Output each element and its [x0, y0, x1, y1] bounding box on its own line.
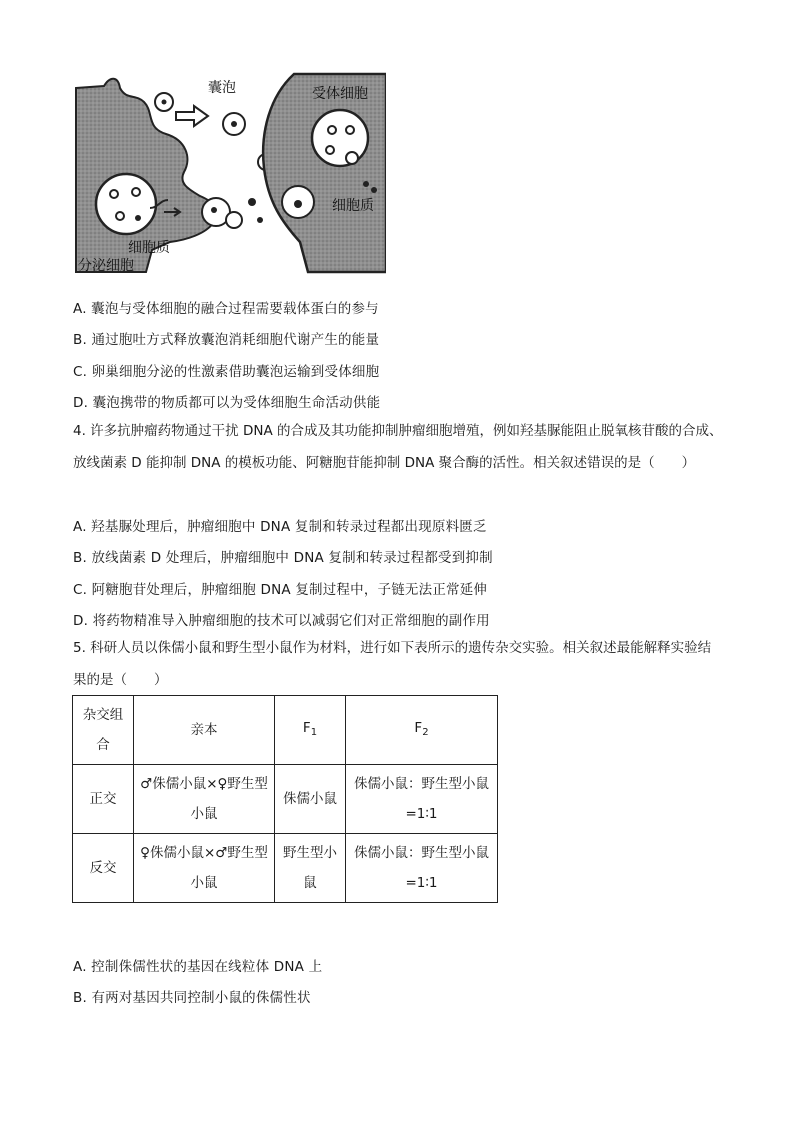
cell-f2: 侏儒小鼠：野生型小鼠=1∶1 — [346, 834, 498, 903]
q3-option-a: A. 囊泡与受体细胞的融合过程需要载体蛋白的参与 — [73, 301, 379, 317]
label-receptor-cell: 受体细胞 — [312, 86, 368, 102]
label-secretory-cell: 分泌细胞 — [78, 258, 134, 274]
cell-parents: ♀侏儒小鼠×♂野生型小鼠 — [134, 834, 275, 903]
cell-parents: ♂侏儒小鼠×♀野生型小鼠 — [134, 765, 275, 834]
receptor-cell-shape — [263, 74, 386, 272]
cell-cross-type: 反交 — [73, 834, 134, 903]
table-row — [73, 765, 498, 834]
q5-stem: 5. 科研人员以侏儒小鼠和野生型小鼠作为材料，进行如下表所示的遗传杂交实验。相关叙述最能解释实验结果的是（ ） — [73, 640, 712, 688]
q3-option-c: C. 卵巢细胞分泌的性激素借助囊泡运输到受体细胞 — [73, 364, 380, 380]
cell-f1: 野生型小鼠 — [275, 834, 346, 903]
table-row — [73, 834, 498, 903]
header-f1: $F_1$ — [275, 696, 346, 765]
q4-option-b: B. 放线菌素 D 处理后，肿瘤细胞中 DNA 复制和转录过程都受到抑制 — [73, 550, 493, 566]
q4-stem: 4. 许多抗肿瘤药物通过干扰 DNA 的合成及其功能抑制肿瘤细胞增殖，例如羟基脲能阻止脱氧核苷酸的合成、放线菌素 D 能抑制 DNA 的模板功能、阿糖胞苷能抑制 DNA 聚合酶的活性。相关叙述错误的是（ ） — [73, 423, 723, 471]
label-vesicle: 囊泡 — [208, 80, 236, 96]
cell-f1: 侏儒小鼠 — [275, 765, 346, 834]
header-f2: $F_2$ — [346, 696, 498, 765]
q4-option-c: C. 阿糖胞苷处理后，肿瘤细胞 DNA 复制过程中，子链无法正常延伸 — [73, 582, 488, 598]
q5-option-a: A. 控制侏儒性状的基因在线粒体 DNA 上 — [73, 959, 323, 975]
vesicle-transport-diagram — [74, 72, 386, 276]
header-parents: 亲本 — [134, 696, 275, 765]
receptor-internal-vesicle — [312, 110, 368, 166]
cell-cross-type: 正交 — [73, 765, 134, 834]
q3-option-d: D. 囊泡携带的物质都可以为受体细胞生命活动供能 — [73, 395, 381, 411]
internal-vesicle — [96, 174, 156, 234]
label-cytoplasm-right: 细胞质 — [332, 198, 374, 214]
q4-option-d: D. 将药物精准导入肿瘤细胞的技术可以减弱它们对正常细胞的副作用 — [73, 613, 490, 629]
cell-f2: 侏儒小鼠：野生型小鼠=1∶1 — [346, 765, 498, 834]
release-arrow — [176, 106, 208, 126]
q5-option-b: B. 有两对基因共同控制小鼠的侏儒性状 — [73, 990, 311, 1006]
label-cytoplasm-left: 细胞质 — [128, 240, 170, 256]
q4-option-a: A. 羟基脲处理后，肿瘤细胞中 DNA 复制和转录过程都出现原料匮乏 — [73, 519, 487, 535]
header-cross-combo: 杂交组合 — [73, 696, 134, 765]
q3-option-b: B. 通过胞吐方式释放囊泡消耗细胞代谢产生的能量 — [73, 332, 380, 348]
table-header-row — [73, 696, 498, 765]
cross-experiment-table — [72, 695, 498, 903]
